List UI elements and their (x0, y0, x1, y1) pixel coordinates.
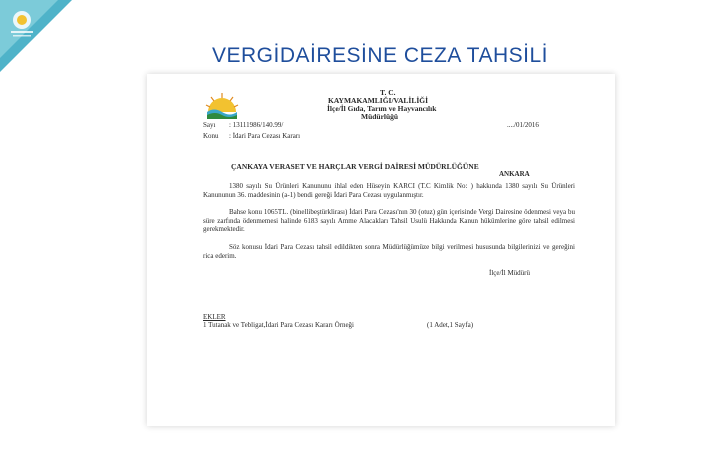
letterhead-line-4: Müdürlüğü (361, 112, 399, 121)
body-paragraph-3: Söz konusu İdari Para Cezası tahsil edildikten sonra Müdürlüğümüze bilgi verilmesi hususunda bilgilerinizi ve gereğini rica ederim. (203, 243, 575, 260)
letterhead-line-2: KAYMAKAMLIĞI/VALİLİĞİ (328, 96, 429, 105)
recipient-line-2: ANKARA (499, 170, 530, 178)
letterhead-line-3: İlçe/İl Gıda, Tarım ve Hayvancılık (327, 104, 437, 113)
ministry-logo-icon (205, 90, 239, 120)
body-paragraph-2: Bahse konu 1065TL. (binellibeştürklirası) İdari Para Cezası'nın 30 (otuz) gün içerisinde Vergi Dairesine ödenmesi veya bu süre zarfında ödenmemesi halinde 6183 sayılı Amme Alacakları Tahsil Usulü Hakkında Kanun hükümlerine göre tahsil edilmesi gerekmektedir. (203, 208, 575, 234)
konu-value: : İdari Para Cezası Kararı (229, 132, 301, 140)
slide-title: VERGİDAİRESİNE CEZA TAHSİLİ (212, 44, 548, 67)
konu-label: Konu (203, 132, 219, 140)
attachment-item-1-qty: (1 Adet,1 Sayfa) (427, 321, 474, 329)
attachment-item-1: 1 Tutanak ve Tebligat,İdari Para Cezası Kararı Örneği (203, 321, 355, 329)
body-paragraph-1: 1380 sayılı Su Ürünleri Kanununu ihlal eden Hüseyin KARCI (T.C Kimlik No: ) hakkında 1380 sayılı Su Ürünleri Kanununun 36. maddesinin (a-1) bendi gereği İdari Para Cezası uygulanmıştır. (203, 182, 575, 199)
letterhead-line-1: T. C. (380, 88, 396, 97)
letter-date: ..../01/2016 (507, 121, 539, 129)
signature-title: İlçe/İl Müdürü (489, 269, 531, 277)
sayi-label: Sayı (203, 121, 216, 129)
attachments-heading: EKLER (203, 313, 226, 321)
recipient-line-1: ÇANKAYA VERASET VE HARÇLAR VERGİ DAİRESİ MÜDÜRLÜĞÜNE (231, 162, 479, 171)
letter-document (147, 74, 615, 426)
sayi-value: : 13111986/140.99/ (229, 121, 284, 129)
